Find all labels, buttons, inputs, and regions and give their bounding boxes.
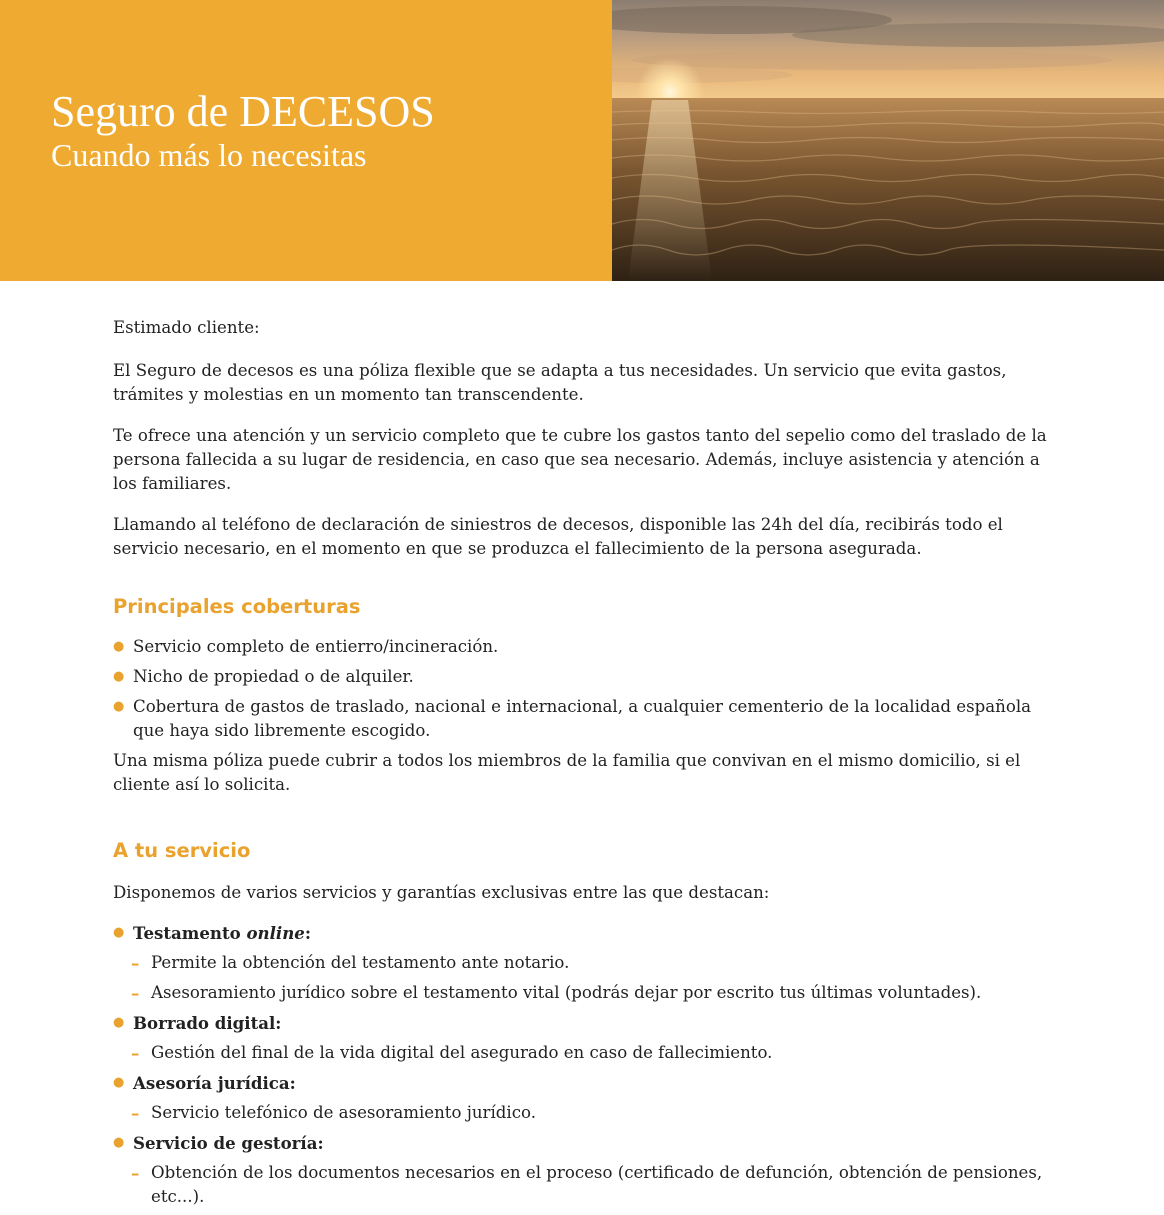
services-intro: Disponemos de varios servicios y garantías exclusivas entre las que destacan: — [113, 883, 770, 902]
list-item-text: Servicio completo de entierro/incineración. — [133, 637, 499, 656]
bullet-icon: ● — [113, 1015, 125, 1030]
bullet-icon: ● — [113, 699, 125, 714]
list-item — [113, 635, 1063, 659]
sunset-sea-image — [612, 0, 1164, 281]
intro-paragraph: Llamando al teléfono de declaración de siniestros de decesos, disponible las 24h del día, recibirás todo el servicio necesario, en el momento en que se produzca el fallecimiento de la persona asegurada. — [113, 515, 1003, 558]
service-item — [113, 921, 1063, 1005]
service-subitem: – Permite la obtención del testamento ante notario. — [131, 953, 570, 973]
bullet-icon: ● — [113, 1135, 125, 1150]
section-heading-servicio: A tu servicio — [113, 839, 251, 862]
dash-icon: – — [131, 983, 140, 1003]
page-subtitle: Cuando más lo necesitas — [51, 137, 367, 173]
page-title: Seguro de DECESOS — [51, 87, 435, 136]
services-list — [113, 921, 1063, 1209]
service-item — [113, 1011, 1063, 1065]
service-subitem: – Servicio telefónico de asesoramiento jurídico. — [131, 1103, 536, 1123]
coverage-list — [113, 635, 1063, 743]
service-subitem: – Asesoramiento jurídico sobre el testamento vital (podrás dejar por escrito tus últimas voluntades). — [131, 983, 982, 1003]
dash-icon: – — [131, 1163, 140, 1183]
service-title: Servicio de gestoría: — [133, 1133, 324, 1153]
intro-paragraph: El Seguro de decesos es una póliza flexible que se adapta a tus necesidades. Un servicio que evita gastos, trámites y molestias en un momento tan transcendente. — [113, 361, 1007, 404]
dash-icon: – — [131, 1043, 140, 1063]
service-title: Testamento online: — [133, 923, 311, 943]
bullet-icon: ● — [113, 925, 125, 940]
bullet-icon: ● — [113, 669, 125, 684]
service-item — [113, 1131, 1063, 1209]
header-banner — [0, 0, 612, 281]
coverage-note: Una misma póliza puede cubrir a todos los miembros de la familia que convivan en el mismo domicilio, si el cliente así lo solicita. — [113, 751, 1021, 794]
intro-paragraph: Te ofrece una atención y un servicio completo que te cubre los gastos tanto del sepelio como del traslado de la persona fallecida a su lugar de residencia, en caso que sea necesario. Además, incluye asistencia y atención a los familiares. — [113, 426, 1047, 493]
list-item — [113, 695, 1063, 743]
bullet-icon: ● — [113, 1075, 125, 1090]
service-title: Asesoría jurídica: — [133, 1073, 296, 1093]
service-subitem: – Gestión del final de la vida digital del asegurado en caso de fallecimiento. — [131, 1043, 773, 1063]
letter-content — [113, 316, 1063, 1215]
greeting: Estimado cliente: — [113, 318, 260, 337]
sunset-sea-photo — [612, 0, 1164, 281]
section-heading-coberturas: Principales coberturas — [113, 595, 361, 618]
service-subitem: – Obtención de los documentos necesarios en el proceso (certificado de defunción, obtención de pensiones, etc...). — [131, 1163, 1043, 1206]
service-title: Borrado digital: — [133, 1013, 282, 1033]
service-item — [113, 1071, 1063, 1125]
list-item-text: Cobertura de gastos de traslado, nacional e internacional, a cualquier cementerio de la localidad española que haya sido libremente escogido. — [133, 697, 1032, 740]
list-item — [113, 665, 1063, 689]
list-item-text: Nicho de propiedad o de alquiler. — [133, 667, 414, 686]
bullet-icon: ● — [113, 639, 125, 654]
dash-icon: – — [131, 953, 140, 973]
dash-icon: – — [131, 1103, 140, 1123]
